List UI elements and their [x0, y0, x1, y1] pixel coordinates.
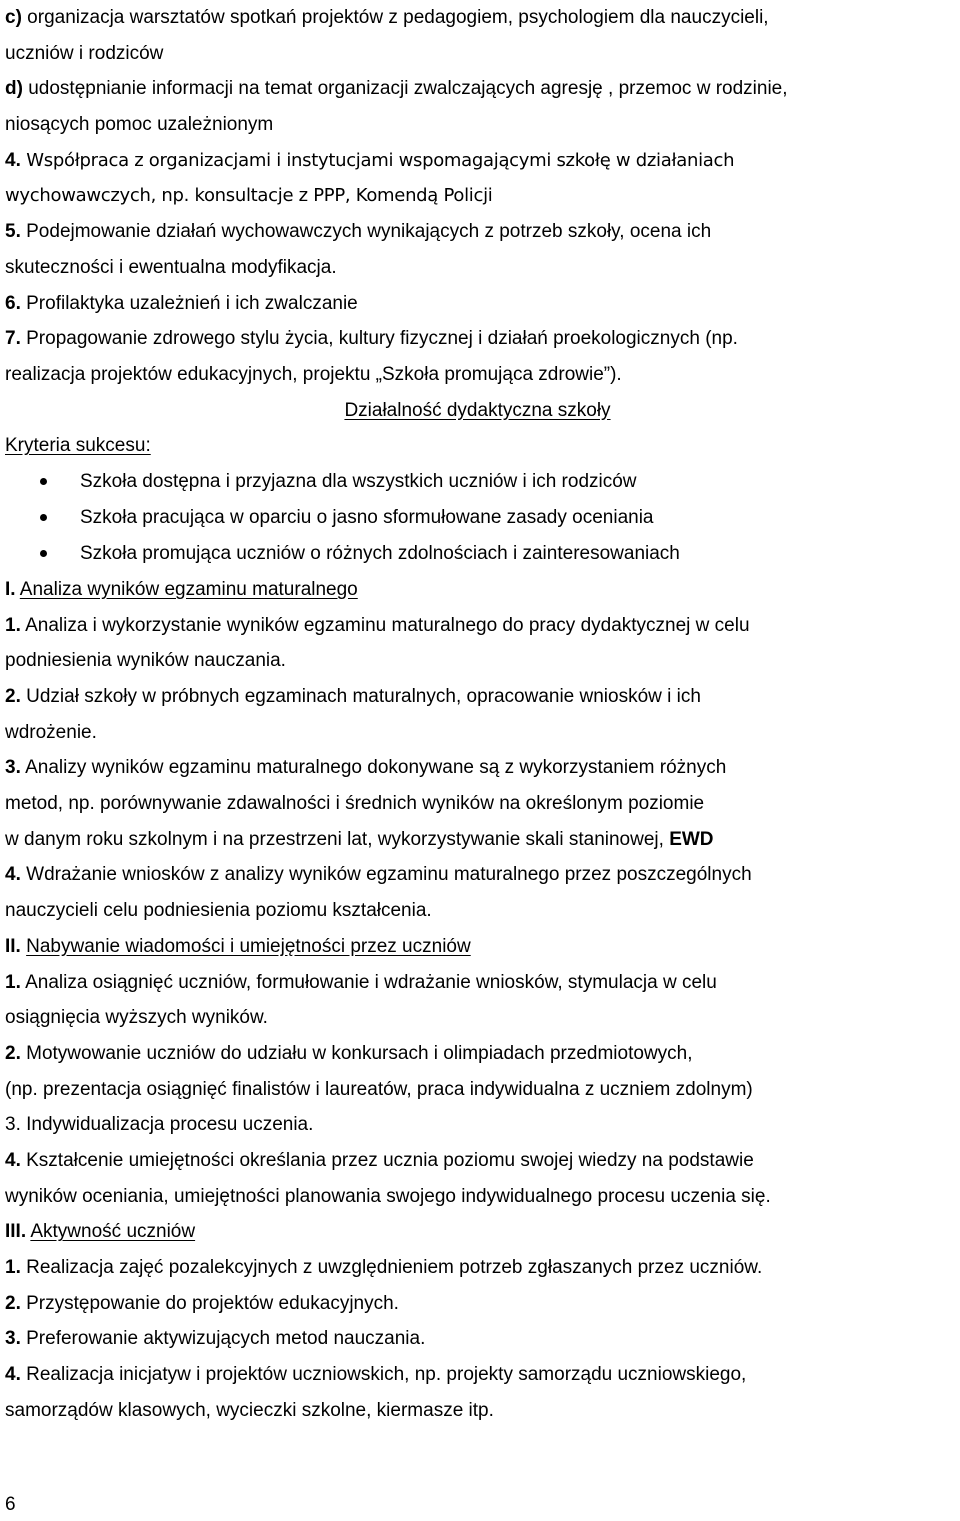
- s1-item-3: 3. Analizy wyników egzaminu maturalnego dokonywane są z wykorzystaniem różnych: [5, 757, 727, 779]
- s1-item-1-cont: podniesienia wyników nauczania.: [5, 650, 286, 672]
- paragraph-5-cont: skuteczności i ewentualna modyfikacja.: [5, 256, 337, 278]
- s3-item-2: 2. Przystępowanie do projektów edukacyjnych.: [5, 1292, 399, 1314]
- section-2-title: II. Nabywanie wiadomości i umiejętności przez uczniów: [5, 935, 471, 957]
- paragraph-c-cont: uczniów i rodziców: [5, 42, 164, 64]
- s1-item-1: 1. Analiza i wykorzystanie wyników egzaminu maturalnego do pracy dydaktycznej w celu: [5, 614, 750, 636]
- section-3-title: III. Aktywność uczniów: [5, 1221, 196, 1243]
- s1-item-4-cont: nauczycieli celu podniesienia poziomu kształcenia.: [5, 900, 432, 922]
- section-heading: Działalność dydaktyczna szkoły: [344, 399, 611, 421]
- bullet-dot: [40, 478, 47, 485]
- s3-item-4-cont: samorządów klasowych, wycieczki szkolne, kiermasze itp.: [5, 1399, 494, 1421]
- s1-item-2: 2. Udział szkoły w próbnych egzaminach maturalnych, opracowanie wniosków i ich: [5, 686, 701, 707]
- s1-item-3-cont: w danym roku szkolnym i na przestrzeni lat, wykorzystywanie skali staninowej, EWD: [5, 828, 714, 850]
- bullet-dot: [40, 514, 47, 521]
- s3-item-4: 4. Realizacja inicjatyw i projektów uczniowskich, np. projekty samorządu uczniowskiego,: [5, 1364, 747, 1386]
- s2-item-4-cont: wyników oceniania, umiejętności planowania swojego indywidualnego procesu uczenia się.: [5, 1185, 771, 1207]
- paragraph-c: c) organizacja warsztatów spotkań projektów z pedagogiem, psychologiem dla nauczycieli,: [5, 7, 769, 28]
- paragraph-7: 7. Propagowanie zdrowego stylu życia, kultury fizycznej i działań proekologicznych (np.: [5, 328, 738, 350]
- criteria-label: Kryteria sukcesu:: [5, 435, 151, 457]
- s2-item-4: 4. Kształcenie umiejętności określania przez ucznia poziomu swojej wiedzy na podstawie: [5, 1149, 754, 1171]
- document-page: [5, 0, 950, 1428]
- page-number: 6: [5, 1494, 16, 1515]
- paragraph-d: d) udostępnianie informacji na temat organizacji zwalczających agresję , przemoc w rodzinie,: [5, 78, 788, 100]
- paragraph-d-cont: niosących pomoc uzależnionym: [5, 114, 274, 136]
- paragraph-4-cont: wychowawczych, np. konsultacje z PPP, Komendą Policji: [5, 185, 493, 207]
- s1-item-2-cont: wdrożenie.: [5, 721, 97, 743]
- paragraph-7-cont: realizacja projektów edukacyjnych, projektu „Szkoła promująca zdrowie”).: [5, 363, 622, 385]
- paragraph-5: 5. Podejmowanie działań wychowawczych wynikających z potrzeb szkoły, ocena ich: [5, 221, 712, 243]
- paragraph-4: 4. Współpraca z organizacjami i instytucjami wspomagającymi szkołę w działaniach: [5, 149, 735, 171]
- bullet-item: Szkoła promująca uczniów o różnych zdolnościach i zainteresowaniach: [5, 536, 950, 572]
- bullet-item: Szkoła dostępna i przyjazna dla wszystkich uczniów i ich rodziców: [5, 464, 950, 500]
- s3-item-3: 3. Preferowanie aktywizujących metod nauczania.: [5, 1328, 426, 1350]
- s1-item-4: 4. Wdrażanie wniosków z analizy wyników egzaminu maturalnego przez poszczególnych: [5, 864, 752, 886]
- s3-item-1: 1. Realizacja zajęć pozalekcyjnych z uwzględnieniem potrzeb zgłaszanych przez uczniów.: [5, 1257, 763, 1278]
- s2-item-2-cont: (np. prezentacja osiągnięć finalistów i laureatów, praca indywidualna z uczniem zdolnym): [5, 1078, 753, 1100]
- s2-item-1-cont: osiągnięcia wyższych wyników.: [5, 1007, 268, 1029]
- s2-item-3: 3. Indywidualizacja procesu uczenia.: [5, 1114, 314, 1136]
- bullet-item: Szkoła pracująca w oparciu o jasno sformułowane zasady oceniania: [5, 500, 950, 536]
- section-1-title: I. Analiza wyników egzaminu maturalnego: [5, 578, 358, 600]
- s2-item-1: 1. Analiza osiągnięć uczniów, formułowanie i wdrażanie wniosków, stymulacja w celu: [5, 971, 717, 993]
- s2-item-2: 2. Motywowanie uczniów do udziału w konkursach i olimpiadach przedmiotowych,: [5, 1042, 693, 1064]
- s1-item-3-cont: metod, np. porównywanie zdawalności i średnich wyników na określonym poziomie: [5, 793, 705, 815]
- bullet-dot: [40, 550, 47, 557]
- paragraph-6: 6. Profilaktyka uzależnień i ich zwalczanie: [5, 292, 358, 314]
